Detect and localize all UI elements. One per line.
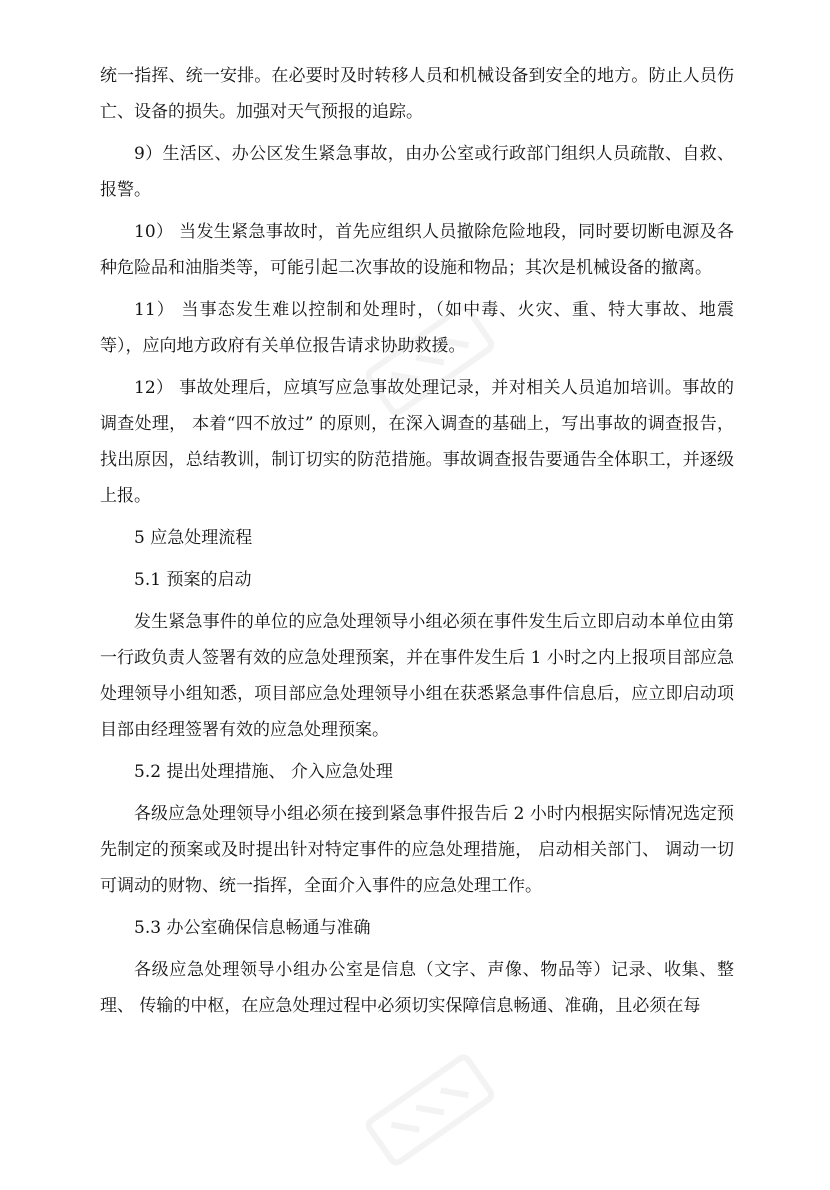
- paragraph: 各级应急处理领导小组办公室是信息（文字、声像、物品等）记录、收集、整理、 传输的中枢，在应急处理过程中必须切实保障信息畅通、准确，且必须在每: [100, 960, 734, 1016]
- watermark-icon: [350, 1030, 510, 1190]
- section-heading-5-2: 5.2 提出处理措施、 介入应急处理: [134, 762, 393, 782]
- paragraph: 统一指挥、统一安排。在必要时及时转移人员和机械设备到安全的地方。防止人员伤亡、设备的损失。加强对天气预报的追踪。: [100, 66, 734, 122]
- section-heading-5-1: 5.1 预案的启动: [134, 570, 252, 590]
- paragraph: 发生紧急事件的单位的应急处理领导小组必须在事件发生后立即启动本单位由第一行政负责人签署有效的应急处理预案，并在事件发生后 1 小时之内上报项目部应急处理领导小组知悉，项目部应急处理领导小组在获悉紧急事件信息后，应立即启动项目部由经理签署有效的应急处理预案。: [100, 612, 734, 740]
- paragraph: 各级应急处理领导小组必须在接到紧急事件报告后 2 小时内根据实际情况选定预先制定的预案或及时提出针对特定事件的应急处理措施， 启动相关部门、 调动一切可调动的财物、统一指挥，全面介入事件的应急处理工作。: [100, 804, 734, 896]
- paragraph-item-12: 12） 事故处理后，应填写应急事故处理记录，并对相关人员追加培训。事故的调查处理， 本着“四不放过” 的原则，在深入调查的基础上，写出事故的调查报告， 找出原因，总结教训，制订切实的防范措施。事故调查报告要通告全体职工，并逐级上报。: [100, 378, 734, 506]
- section-heading-5-3: 5.3 办公室确保信息畅通与准确: [134, 918, 371, 938]
- paragraph-item-11: 11） 当事态发生难以控制和处理时，（如中毒、火灾、重、特大事故、地震等），应向地方政府有关单位报告请求协助救援。: [100, 300, 734, 356]
- document-body: [100, 58, 734, 1024]
- section-heading-5: 5 应急处理流程: [134, 528, 253, 548]
- paragraph-item-10: 10） 当发生紧急事故时，首先应组织人员撤除危险地段，同时要切断电源及各种危险品和油脂类等，可能引起二次事故的设施和物品；其次是机械设备的撤离。: [100, 222, 734, 278]
- paragraph-item-9: 9）生活区、办公区发生紧急事故，由办公室或行政部门组织人员疏散、自救、报警。: [100, 144, 734, 200]
